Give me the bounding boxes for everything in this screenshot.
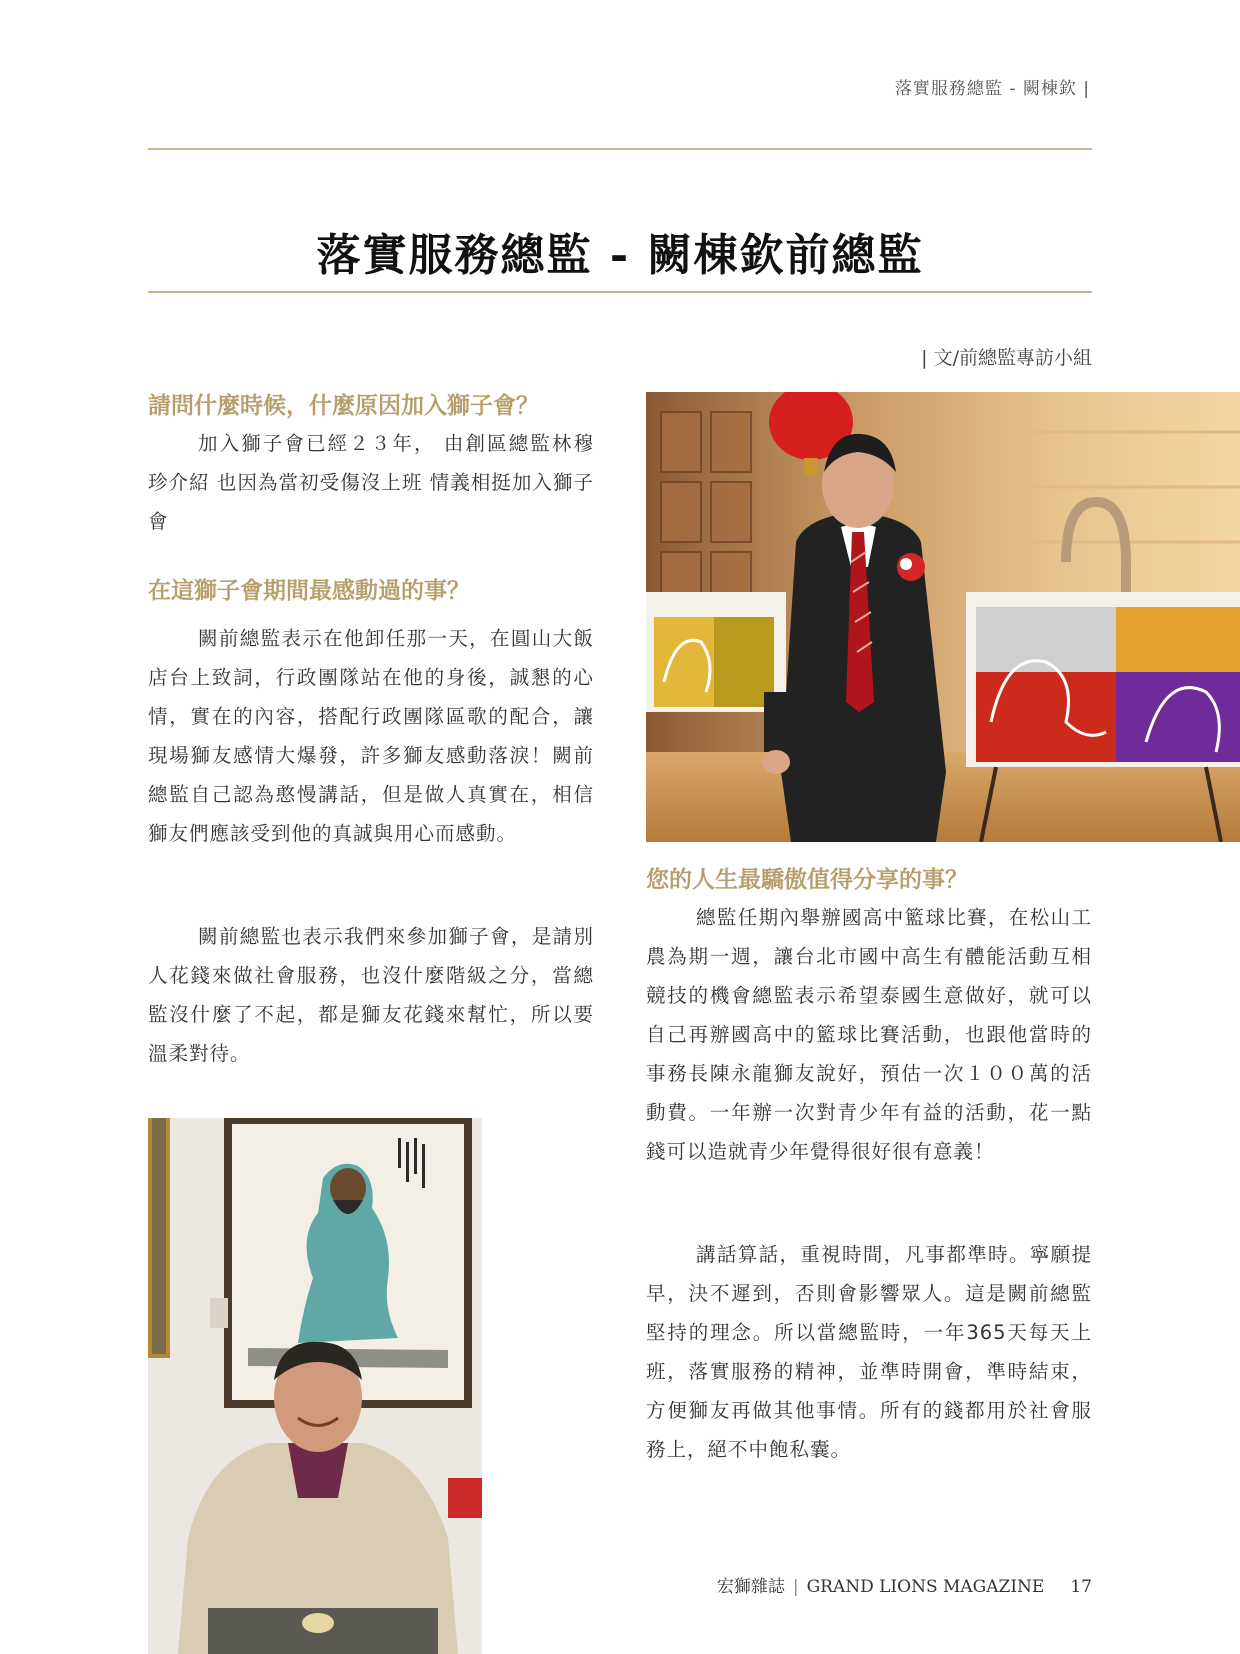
footer-separator: | (792, 1577, 799, 1597)
title-rule-bottom (148, 291, 1092, 293)
question-3: 您的人生最驕傲值得分享的事？ (646, 866, 968, 893)
answer-5: 講話算話，重視時間，凡事都準時。寧願提早，決不遲到，否則會影響眾人。這是闕前總監堅持的理念。所以當總監時，一年365天每天上班，落實服務的精神，並準時開會，準時結束，方便獅友再做其他事情。所有的錢都用於社會服務上，絕不中飽私囊。 (646, 1243, 1092, 1461)
magazine-name-zh: 宏獅雜誌 (716, 1577, 785, 1597)
spacer (148, 853, 594, 885)
footer (717, 1572, 1092, 1597)
page-title: 落實服務總監 - 闕棟欽前總監 (316, 230, 924, 282)
spacer (148, 885, 594, 917)
spacer (646, 1171, 1092, 1203)
page-number: 17 (1070, 1577, 1092, 1597)
photo-director-with-artworks (646, 392, 1240, 842)
question-1: 請問什麼時候，什麼原因加入獅子會？ (148, 392, 539, 419)
photo-director-seated (148, 1118, 482, 1654)
answer-2: 闕前總監表示在他卸任那一天，在圓山大飯店台上致詞，行政團隊站在他的身後，誠懇的心情，實在的內容，搭配行政團隊區歌的配合，讓現場獅友感情大爆發，許多獅友感動落淚！闕前總監自己認為憨慢講話，但是做人真實在，相信獅友們應該受到他的真誠與用心而感動。 (148, 627, 594, 845)
answer-1: 加入獅子會已經２３年， 由創區總監林穆珍介紹 也因為當初受傷沒上班 情義相挺加入獅子會 (148, 432, 594, 533)
title-rule-top (148, 148, 1092, 150)
spacer (646, 1203, 1092, 1235)
photo-illustration (646, 392, 1240, 842)
spacer (148, 541, 594, 573)
answer-3: 闕前總監也表示我們來參加獅子會，是請別人花錢來做社會服務，也沒什麼階級之分，當總監沒什麼了不起，都是獅友花錢來幫忙，所以要溫柔對待。 (148, 925, 594, 1065)
photo-illustration (148, 1118, 482, 1654)
answer-4: 總監任期內舉辦國高中籃球比賽，在松山工農為期一週，讓台北市國中高生有體能活動互相競技的機會總監表示希望泰國生意做好，就可以自己再辦國高中的籃球比賽活動，也跟他當時的事務長陳永龍獅友說好，預估一次１００萬的活動費。一年辦一次對青少年有益的活動，花一點錢可以造就青少年覺得很好很有意義！ (646, 906, 1092, 1163)
right-column (646, 862, 1092, 1469)
left-column (148, 388, 594, 1073)
spacer (148, 609, 594, 619)
running-header: 落實服務總監 - 闕棟欽 | (894, 79, 1090, 99)
question-2: 在這獅子會期間最感動過的事？ (148, 577, 470, 604)
magazine-name-en: GRAND LIONS MAGAZINE (806, 1577, 1045, 1597)
byline: | 文/前總監專訪小組 (921, 347, 1092, 369)
